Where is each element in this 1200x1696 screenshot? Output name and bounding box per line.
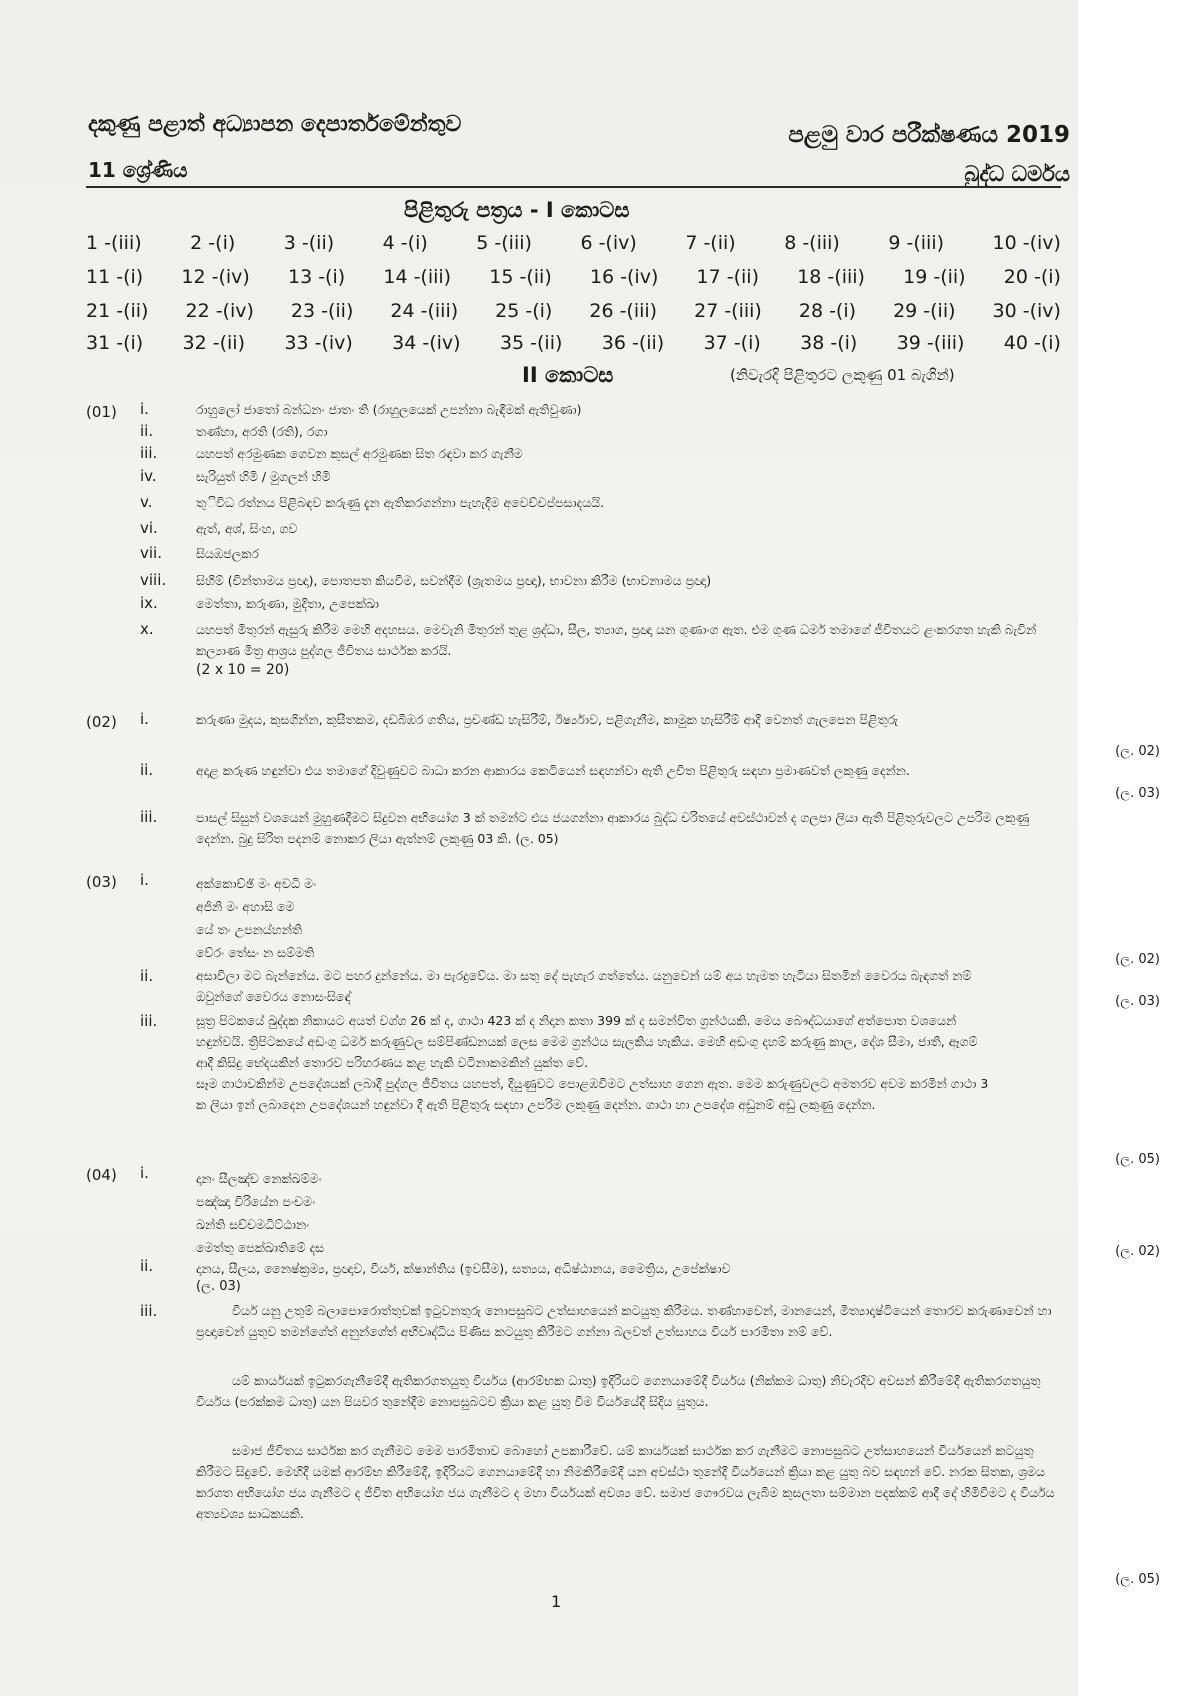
verse-line: අක්කොච්ඡි මං අවධි මං (196, 876, 317, 891)
answer-text: ඇත්, අශ්, සිංහ, ගව (196, 521, 298, 536)
answer-text: සියඹජලකර (196, 546, 259, 561)
answer-cell: 36 -(ii) (601, 332, 665, 354)
answer-cell: 32 -(ii) (182, 332, 246, 354)
answer-text: පාසල් සිසුන් වශයෙන් මුහුණදීමට සිදුවන අභියෝග 3 ක් තමන්ට එය ජයගන්නා ආකාරය බුද්ධ චරිතයේ අවස්ථාවන් ද ගලපා ලියා ඇති පිළිතුරුවලට උපරිම ලකුණු දෙන්න. බුදු සිරිත පදනම් නොකර ලියා ඇත්නම් ලකුණු 03 කි. (ල. 05) (196, 810, 1030, 846)
sub-number: i. (140, 1164, 149, 1182)
answer-cell: 13 -(i) (287, 266, 346, 288)
answer-cell: 20 -(i) (1003, 266, 1061, 288)
sub-number: v. (140, 493, 153, 511)
answer-cell: 21 -(ii) (86, 300, 149, 322)
answer-cell: 37 -(i) (703, 332, 761, 354)
sub-number: ii. (140, 967, 154, 985)
answer-paragraph: යම් කාර්යයක් ඉටුකරගැනීමේදී ඇතිකරගතයුතු වීර්යය (ආරම්භක ධාතු) ඉදිරියට ගෙනයාමේදී වීර්යය (නික්කම ධාතු) නිවැරදිව අවසන් කිරීමේදී ඇතිකරගතයුතු වීර්යය (පරක්කම ධාතු) යන පියවර තුනේදීම නොපසුබටව ක්‍රියා කළ යුතු වීම වීර්යයේදී සිදිය යුතුය. (196, 1373, 1041, 1409)
sub-number: viii. (140, 571, 167, 589)
answer-cell: 28 -(i) (798, 300, 857, 322)
answer-cell: 40 -(i) (1003, 332, 1061, 354)
verse-line: අජිනි මං අහාසි මෙ (196, 899, 295, 914)
marks-label: (2 x 10 = 20) (196, 662, 290, 678)
answer-cell: 11 -(i) (86, 266, 144, 288)
answer-paragraph: සමාජ ජීවිතය සාර්ථක කර ගැනීමට මෙම පාරමිතාව බොහෝ උපකාරීවේ. යම් කාර්යයක් සාර්ථක කර ගැනීමට නොපසුබට උත්සාහයෙන් වීර්යයෙන් කටයුතු කිරීමට සිදුවේ. මෙහිදී යමක් ආරම්භ කිරීමේදී, ඉදිරියට ගෙනයාමේදී හා නිමකිරීමේදී යන අවස්ථා තුනේදී වීර්යයෙන් ක්‍රියා කළ යුතු බව සඳහන් වේ. නරක සිතක, ශ්‍රමය කරගත අභියෝග ජය ගැනීමට ද ජීවිත අභියෝග ජය ගැනීමට ද මහා වීර්යයක් අවශ්‍ය වේ. සමාජ ගෞරවය ලැබීම කුසලතා සම්මාන පදක්කම් ආදී දේ හිමිවීමට ද වීර්යය අත්‍යවශ්‍ය සාධකයකි. (196, 1443, 1055, 1521)
verse-line: ඛන්ති සච්චමධිට්ඨානං (196, 1217, 310, 1232)
answer-row (86, 266, 1061, 288)
answer-cell: 38 -(i) (800, 332, 858, 354)
answer-cell: 31 -(i) (86, 332, 144, 354)
answer-text: රාහුලෝ ජාතෝ බන්ධනං ජාතං ති (රාහුලයෙක් උපන්නා බැඳීමක් ඇතිවුණා) (196, 402, 582, 417)
answer-cell: 7 -(ii) (685, 232, 736, 254)
verse-line: පඤ්ඤා විරියේන පංචමං (196, 1194, 316, 1209)
marks-label: (ල. 05) (1115, 1152, 1160, 1167)
answer-cell: 14 -(iii) (383, 266, 452, 288)
answer-cell: 39 -(iii) (896, 332, 965, 354)
answer-cell: 35 -(ii) (499, 332, 563, 354)
answer-text: තණ්හා, අරති (රති), රගා (196, 424, 328, 439)
answer-row (86, 332, 1061, 354)
answer-row (86, 232, 1061, 254)
verse-line: වේරං තේසං න සම්මති (196, 945, 315, 960)
scan-margin (1078, 0, 1200, 1696)
sub-number: iv. (140, 467, 157, 485)
question-number: (04) (86, 1166, 117, 1184)
answer-cell: 23 -(ii) (290, 300, 354, 322)
answer-cell: 2 -(i) (190, 232, 236, 254)
sub-number: iii. (140, 1302, 158, 1320)
answer-cell: 22 -(iv) (185, 300, 254, 322)
answer-text: අදාළ කරුණ හඳුන්වා එය තමාගේ දිවුණුවට බාධා කරන ආකාරය කෙටියෙන් සඳහන්වා ඇති උචිත පිළිතුරු සඳහා ප්‍රමාණවත් ලකුණු දෙන්න. (196, 763, 910, 778)
sub-number: ii. (140, 1257, 154, 1275)
answer-cell: 10 -(iv) (992, 232, 1061, 254)
header-rule (86, 186, 1061, 188)
answer-cell: 19 -(ii) (903, 266, 966, 288)
answer-text: යහපත් මිතුරන් ඇසුරු කිරීම මෙහි අදහසය. මෙවැනි මිතුරන් තුළ ශ්‍රද්ධා, සීල, ත්‍යාග, ප්‍රඥා යන ගුණාංග ඇත. එම ගුණ ධර්ම තමාගේ ජීවිතයට ළංකරගත හැකි බැවින් කල්‍යාණ මිත්‍ර ආශ්‍රය පුද්ගල ජීවිතය සාර්ථක කරයි. (196, 622, 1037, 658)
answer-text: සූත්‍ර පිටකයේ ඛුද්දක නිකායට අයත් වග්ග 26 ක් ද, ගාථා 423 ක් ද නිදාන කතා 399 ක් ද සමන්විත ග්‍රන්ථයකි. මෙය බෞද්ධයාගේ අත්පොත වශයෙන් හඳුන්වයි. ත්‍රිපිටකයේ අඩංගු ධර්ම කරුණුවල සම්පිණ්ඩනයක් ලෙස මෙම ග්‍රන්ථය සැලකිය හැකිය. මෙහි අඩංගු දහම් කරුණු කාල, දේශ සීමා, ජාති, ඈගම් ආදී කිසිදු භේදයකින් තොරව පරිහරණය කළ හැකි වටිනාකමකින් යුක්ත වේ. සෑම ගාථාවකින්ම උපදේශයක් ලබාදී පුද්ගල ජීවිතය යහපත්, දියුණුවට පොළඹවීමට උත්සාහ ගෙන ඇත. මෙම කරුණුවලට අමතරව අවම කරමින් ගාථා 3 ක ලියා ඉන් ලබාදෙන උපදේශයන් හඳුන්වා දී ඇති පිළිතුරු සඳහා උපරිම ලකුණු දෙන්න. ගාථා හා උපදේශ අඩුනම් අඩු ලකුණු දෙන්න. (196, 1013, 989, 1112)
marks-label: (ල. 03) (196, 1279, 241, 1294)
sub-number: i. (140, 871, 149, 889)
sub-number: iii. (140, 444, 158, 462)
answer-cell: 8 -(iii) (784, 232, 840, 254)
sub-number: x. (140, 620, 154, 638)
answer-cell: 34 -(iv) (392, 332, 461, 354)
page-number: 1 (551, 1592, 562, 1611)
marks-label: (ල. 05) (1115, 1572, 1160, 1587)
sub-number: i. (140, 710, 149, 728)
marks-label: (ල. 02) (1115, 744, 1160, 759)
verse-line: යේ තං උපනය්හන්ති (196, 922, 303, 937)
verse-block (196, 1167, 324, 1259)
part2-note: (නිවැරදි පිළිතුරට ලකුණු 01 බැගින්) (730, 366, 955, 384)
answer-cell: 3 -(ii) (283, 232, 335, 254)
question-number: (03) (86, 873, 117, 891)
answer-cell: 12 -(iv) (181, 266, 250, 288)
answer-cell: 29 -(ii) (893, 300, 956, 322)
answer-cell: 16 -(iv) (589, 266, 659, 288)
answer-text: සිහිම් (චින්තාමය ප්‍රඥා), පොතපත කියවීම, සවන්දීම (ශ්‍රැතමය ප්‍රඥා), භාවනා කිරීම (භාවනාමය ප්‍රඥා) (196, 573, 712, 588)
answer-cell: 1 -(iii) (86, 232, 142, 254)
answer-cell: 30 -(iv) (992, 300, 1061, 322)
answer-text: සැරියුත් හිමි / මුගලන් හිමි (196, 469, 331, 484)
answer-paragraph: වීර්ය යනු උතුම් බලාපොරොත්තුවක් ඉටුවනතුරු නොපසුබට උත්සාහයෙන් කටයුතු කිරීමය. තණ්හාවෙන්, මානයෙන්, මිත්‍යාදෘෂ්ටියෙන් තොරව කරුණාවෙන් හා ප්‍රඥාවෙන් යුතුව තමන්ගේත් අනුන්ගේත් අභිවෘද්ධිය පිණිස කටයුතු කිරීමට ගන්නා බලවත් උත්සාහය වීර්ය පාරමිතා නම් වේ. (196, 1303, 1052, 1339)
answer-cell: 33 -(iv) (284, 332, 353, 354)
answer-text: අසාවිලා මට බැන්නේය. මට පහර දුන්නේය. මා පැරදුවේය. මා සතු දේ පැහැර ගත්තේය. යනුවෙන් යම් අය හැමත හැටියා සිතමින් වෛරය බැඳගත් නම් ඔවුන්ගේ වෛරය නොසංසිඳේ (196, 968, 972, 1004)
sub-number: iii. (140, 808, 158, 826)
answer-cell: 26 -(iii) (589, 300, 658, 322)
answer-sheet-title: පිළිතුරු පත්‍රය - I කොටස (404, 198, 630, 222)
sub-number: iii. (140, 1012, 158, 1030)
exam-title: පළමු වාර පරීක්ෂණය 2019 (788, 122, 1070, 148)
department-name: දකුණු පළාත් අධ්‍යාපන දෙපාර්තමේන්තුව (88, 112, 462, 137)
answer-cell: 27 -(iii) (694, 300, 762, 322)
answer-cell: 4 -(i) (382, 232, 428, 254)
verse-line: මෙත්තු පෙක්ඛාතිමේ දස (196, 1240, 325, 1255)
answer-text: කරුණා මුදය, කුසගින්න, කුසීතකම, දඩබිඹර ගතිය, ප්‍රචණ්ඩ හැසිරීම්, ඊර්ෂ්‍යාව, පළිගැනීම, කාමුක හැසිරීම් ආදී වෙනත් ගැලපෙන පිළිතුරු (196, 712, 899, 727)
answer-cell: 17 -(ii) (696, 266, 760, 288)
answer-cell: 18 -(iii) (797, 266, 865, 288)
verse-block (196, 872, 316, 964)
answer-cell: 5 -(iii) (476, 232, 532, 254)
answer-cell: 25 -(i) (495, 300, 553, 322)
question-number: (02) (86, 713, 117, 731)
question-number: (01) (86, 403, 117, 421)
sub-number: ix. (140, 594, 158, 612)
sub-number: i. (140, 400, 149, 418)
verse-line: දානං සීලඤ්ච නෙක්ඛම්මං (196, 1171, 322, 1186)
answer-cell: 9 -(iii) (888, 232, 945, 254)
grade-label: 11 ශ්‍රේණිය (88, 158, 188, 182)
marks-label: (ල. 03) (1115, 994, 1160, 1009)
marks-label: (ල. 02) (1115, 952, 1160, 967)
answer-text: දානය, සීලය, නෛෂ්ක්‍රම්‍ය, ප්‍රඥාව, වීර්ය, ක්ෂාන්තිය (ඉවසීම), සත්‍යය, අධිෂ්ඨානය, මෛත්‍රිය, උපේක්ෂාව (196, 1261, 731, 1276)
answer-cell: 15 -(ii) (489, 266, 552, 288)
subject-label: බුද්ධ ධර්මය (964, 162, 1070, 186)
marks-label: (ල. 03) (1115, 786, 1160, 801)
sub-number: ii. (140, 761, 154, 779)
answer-text: යහපත් අරමුණක ගෙවන කුසල් අරමුණක සිත රඳවා කර ගැනීම (196, 446, 523, 461)
marks-label: (ල. 02) (1115, 1244, 1160, 1259)
part2-title: II කොටස (522, 363, 614, 387)
answer-cell: 6 -(iv) (580, 232, 637, 254)
sub-number: vii. (140, 544, 162, 562)
answer-text: මෙත්තා, කරුණා, මුදිතා, උපෙක්ඛා (196, 596, 380, 611)
answer-cell: 24 -(iii) (390, 300, 459, 322)
sub-number: ii. (140, 422, 154, 440)
answer-text: තුිවිධ රත්නය පිළිබඳව කරුණු දැන ඇතිකරගන්නා පැහැදීම අවෙච්චප්පසාදයයි. (196, 495, 605, 510)
answer-row (86, 300, 1061, 322)
sub-number: vi. (140, 519, 158, 537)
